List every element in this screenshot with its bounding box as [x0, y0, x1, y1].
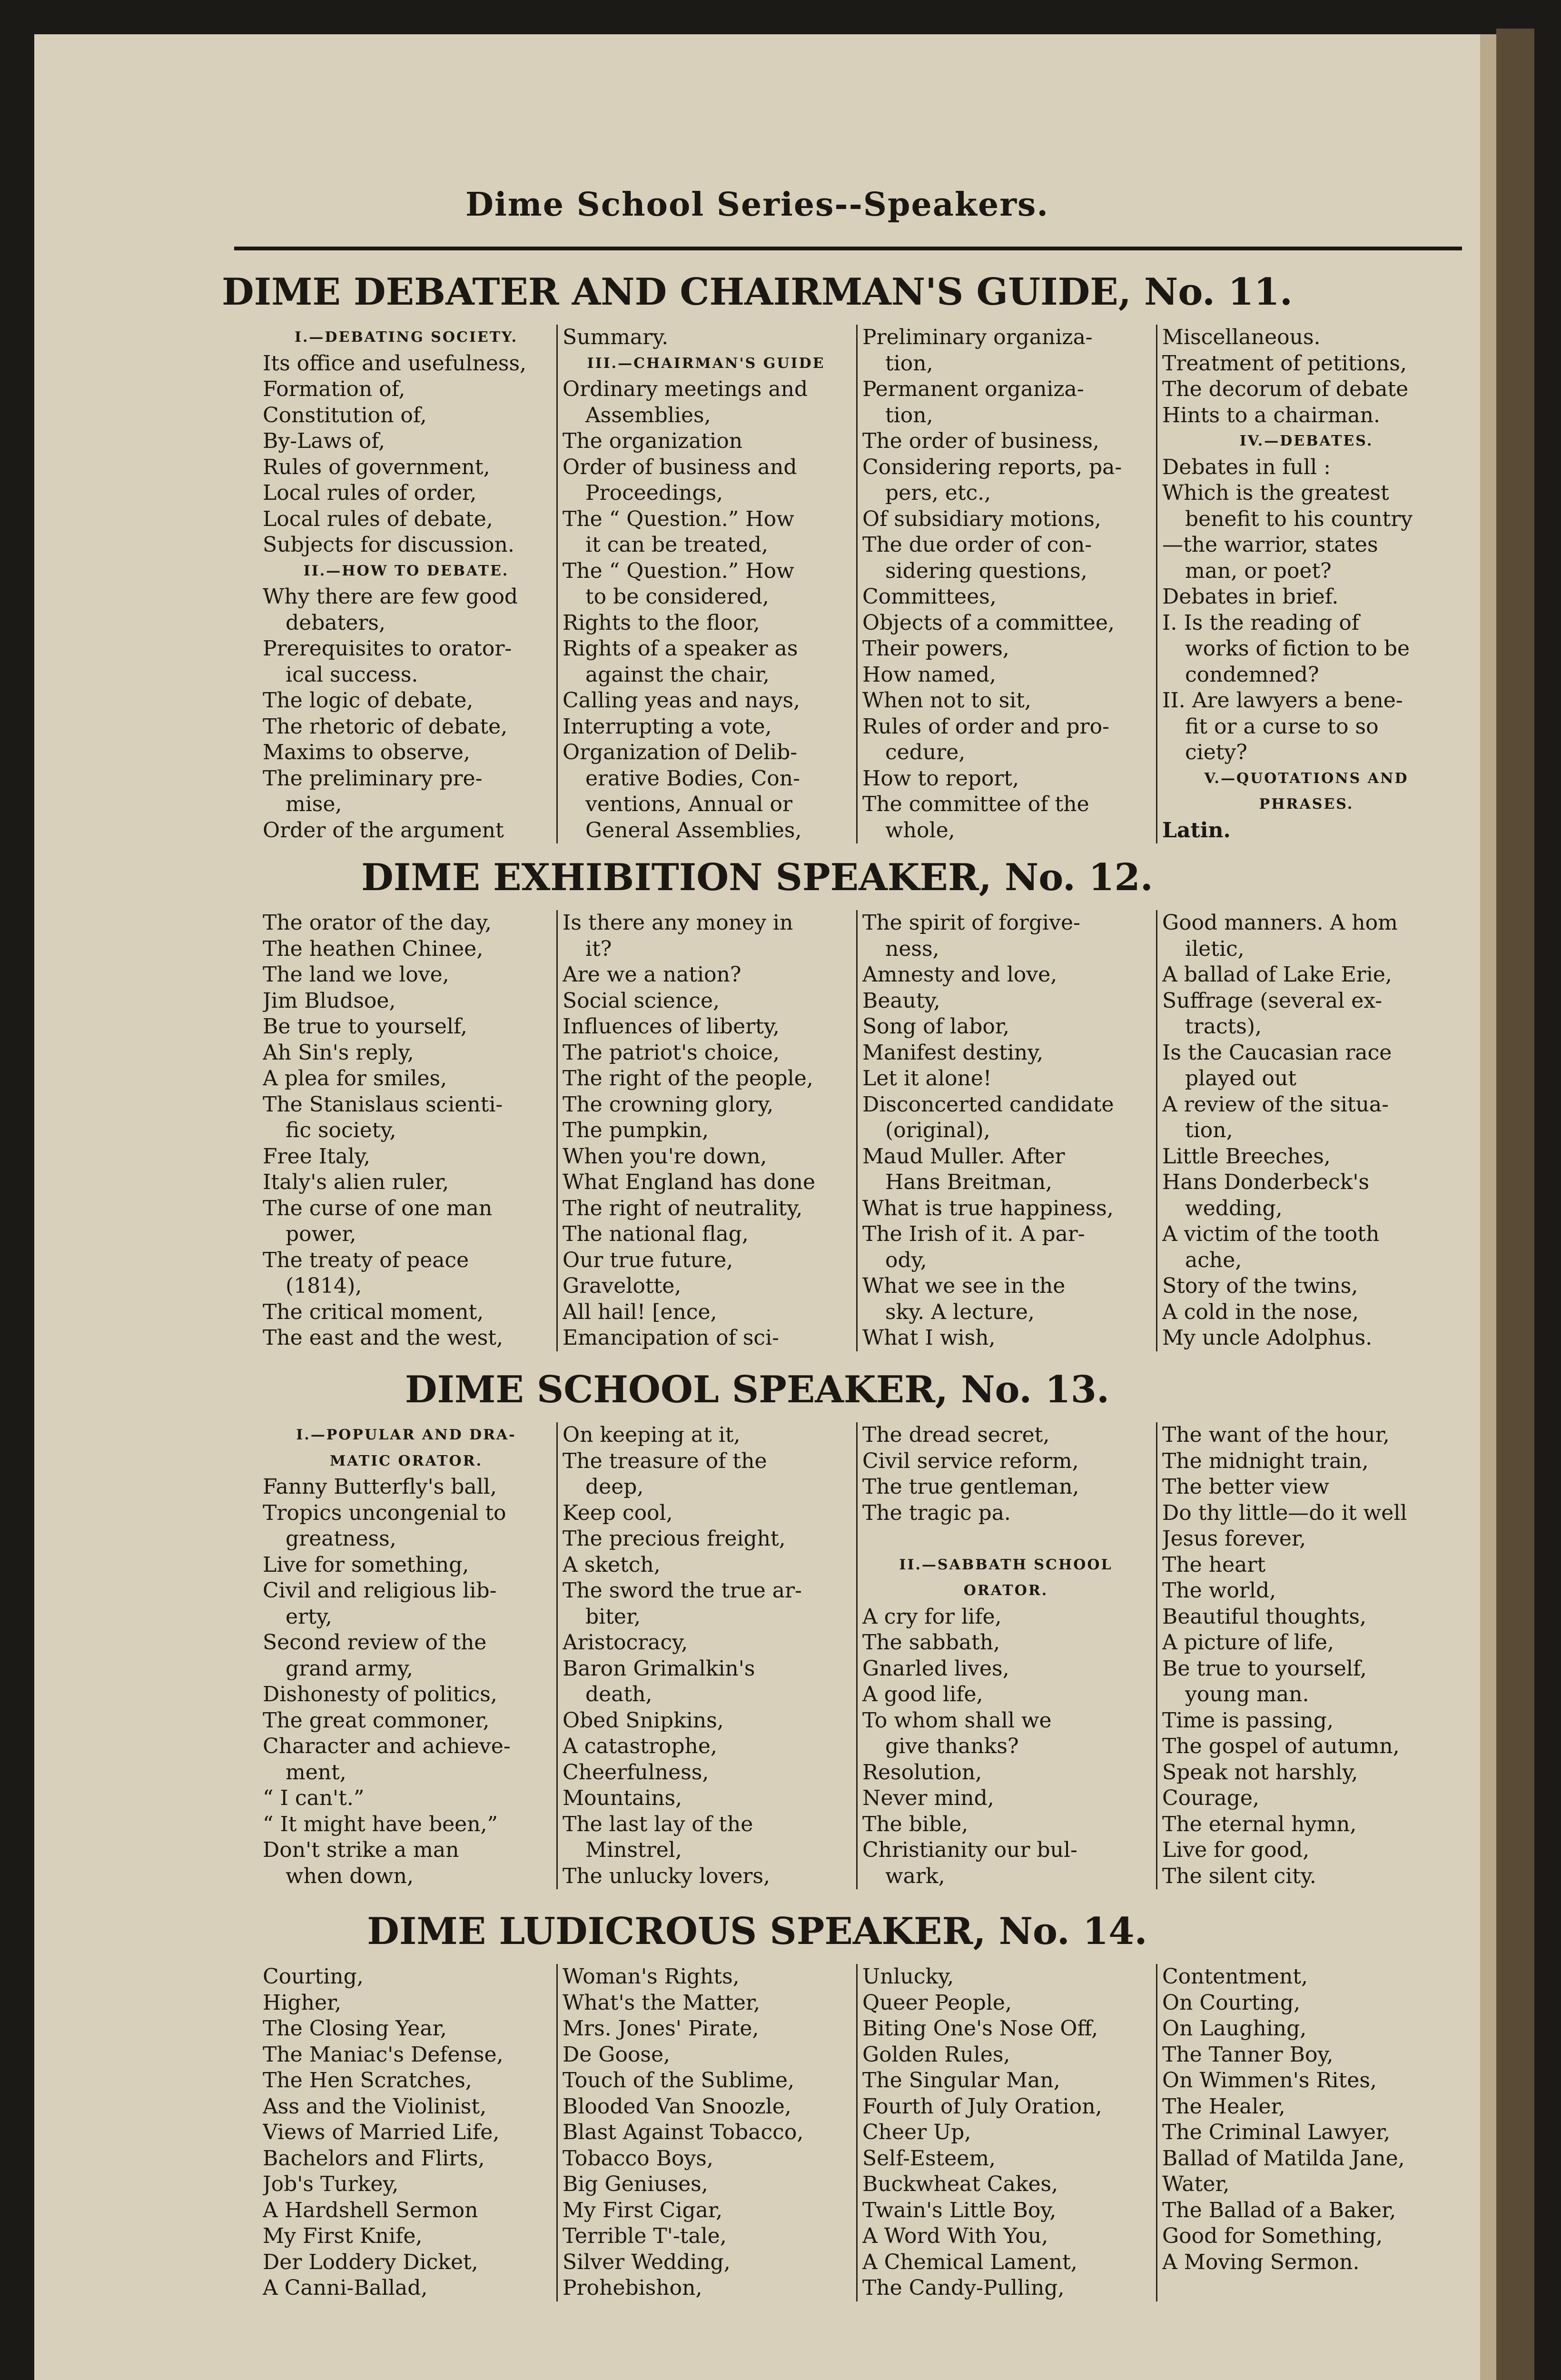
list-item: Civil and religious lib-: [263, 1578, 497, 1603]
list-item: Live for good,: [1162, 1838, 1310, 1862]
list-item: Let it alone!: [862, 1066, 992, 1091]
list-item: The organization: [563, 429, 743, 453]
list-item: Debates in brief.: [1162, 585, 1339, 609]
list-item: Order of the argument: [263, 818, 504, 843]
list-item: What England has done: [563, 1170, 816, 1194]
list-item: Influences of liberty,: [563, 1014, 780, 1039]
subsection-heading: PHRASES.: [1259, 796, 1354, 813]
list-item: The right of the people,: [563, 1066, 813, 1091]
list-item: Terrible T'-tale,: [563, 2224, 727, 2248]
list-item: I. Is the reading of: [1162, 610, 1360, 635]
list-item: The gospel of autumn,: [1162, 1734, 1400, 1758]
list-item: Debates in full :: [1162, 455, 1331, 479]
list-item: ness,: [885, 936, 939, 961]
list-item: The bible,: [862, 1812, 968, 1836]
list-item: Hans Donderbeck's: [1162, 1170, 1370, 1194]
list-item: The Healer,: [1162, 2094, 1285, 2119]
list-item: A Hardshell Sermon: [263, 2198, 478, 2222]
list-item: Cheer Up,: [862, 2120, 971, 2144]
subsection-heading: I.—DEBATING SOCIETY.: [294, 329, 518, 346]
list-item: A Canni-Ballad,: [263, 2276, 428, 2300]
list-item: The due order of con-: [862, 533, 1092, 557]
list-item: power,: [286, 1222, 356, 1246]
column-1: [258, 910, 558, 1351]
document-page: [34, 34, 1496, 2380]
column-2: [558, 325, 858, 843]
list-item: biter,: [585, 1604, 641, 1629]
list-item: Summary.: [563, 325, 669, 349]
list-item: How named,: [862, 662, 996, 687]
list-item: When not to sit,: [862, 688, 1031, 713]
list-item: Hints to a chairman.: [1162, 403, 1381, 427]
list-item: Mountains,: [563, 1786, 682, 1810]
list-item: The silent city.: [1162, 1864, 1316, 1888]
list-item: “ I can't.”: [263, 1786, 365, 1810]
list-item: Courting,: [263, 1964, 364, 1989]
list-item: Rights of a speaker as: [563, 636, 798, 661]
list-item: On keeping at it,: [563, 1423, 741, 1447]
list-item: The logic of debate,: [263, 688, 474, 713]
list-item: Queer People,: [862, 1990, 1012, 2015]
list-item: Ordinary meetings and: [563, 377, 808, 401]
list-item: Civil service reform,: [862, 1448, 1079, 1473]
list-item: Do thy little—do it well: [1162, 1500, 1407, 1525]
list-item: Unlucky,: [862, 1964, 954, 1989]
list-item: The committee of the: [862, 792, 1089, 816]
list-item: Beautiful thoughts,: [1162, 1604, 1366, 1629]
list-item: Golden Rules,: [862, 2042, 1010, 2067]
list-item: Second review of the: [263, 1630, 487, 1655]
list-item: Committees,: [862, 585, 997, 609]
list-item: Italy's alien ruler,: [263, 1170, 449, 1194]
list-item: “ It might have been,”: [263, 1812, 498, 1836]
list-item: Social science,: [563, 988, 720, 1013]
list-item: Ah Sin's reply,: [263, 1040, 414, 1065]
list-item: All hail! [ence,: [563, 1299, 717, 1324]
list-item: The Maniac's Defense,: [263, 2042, 504, 2067]
list-item: General Assemblies,: [585, 818, 802, 843]
section-columns-ludicrous: [258, 1964, 1457, 2301]
list-item: Job's Turkey,: [263, 2172, 399, 2196]
list-item: Christianity our bul-: [862, 1838, 1077, 1862]
list-item: The last lay of the: [563, 1812, 753, 1836]
list-item: The crowning glory,: [563, 1092, 774, 1117]
list-item: A Moving Sermon.: [1162, 2250, 1360, 2274]
list-item: Why there are few good: [263, 585, 518, 609]
list-item: Resolution,: [862, 1760, 982, 1785]
list-item: A cold in the nose,: [1162, 1299, 1359, 1324]
list-item: Gnarled lives,: [862, 1656, 1009, 1681]
list-item: The Candy-Pulling,: [862, 2276, 1065, 2300]
list-item: Minstrel,: [585, 1838, 682, 1862]
list-item: Big Geniuses,: [563, 2172, 708, 2196]
list-item: Bachelors and Flirts,: [263, 2146, 485, 2171]
list-item: The tragic pa.: [862, 1500, 1011, 1525]
list-item: —the warrior, states: [1162, 533, 1378, 557]
list-item: Silver Wedding,: [563, 2250, 731, 2274]
list-item: Jim Bludsoe,: [263, 988, 396, 1013]
list-item: The heart: [1162, 1552, 1266, 1577]
list-item: cedure,: [885, 740, 966, 764]
list-item: Rules of government,: [263, 455, 490, 479]
column-2: [558, 1422, 858, 1889]
list-item: Speak not harshly,: [1162, 1760, 1358, 1785]
list-item: ment,: [286, 1760, 346, 1785]
list-item: By-Laws of,: [263, 429, 385, 453]
column-2: [558, 1964, 858, 2301]
list-item: My First Cigar,: [563, 2198, 723, 2222]
section-title-exhibition: DIME EXHIBITION SPEAKER, No. 12.: [361, 856, 1153, 899]
list-item: Buckwheat Cakes,: [862, 2172, 1058, 2196]
list-item: tion,: [885, 403, 933, 427]
list-item: Story of the twins,: [1162, 1274, 1358, 1298]
list-item: Fourth of July Oration,: [862, 2094, 1102, 2119]
column-1: [258, 1422, 558, 1889]
section-columns-school: [258, 1422, 1457, 1889]
list-item: The sword the true ar-: [563, 1578, 802, 1603]
list-item: My First Knife,: [263, 2224, 423, 2248]
column-2: [558, 910, 858, 1351]
list-item: condemned?: [1185, 662, 1319, 687]
list-item: Time is passing,: [1162, 1708, 1334, 1733]
list-item: The “ Question.” How: [563, 558, 794, 583]
subsection-heading: MATIC ORATOR.: [329, 1452, 483, 1469]
list-item: The Hen Scratches,: [263, 2068, 472, 2092]
list-item: The patriot's choice,: [563, 1040, 780, 1065]
list-item: When you're down,: [563, 1144, 767, 1169]
list-item: Beauty,: [862, 988, 940, 1013]
list-item: tion,: [1185, 1118, 1233, 1142]
list-item: against the chair,: [585, 662, 770, 687]
list-item: fic society,: [286, 1118, 396, 1142]
list-item: The true gentleman,: [862, 1475, 1079, 1499]
list-item: Never mind,: [862, 1786, 994, 1810]
list-item: My uncle Adolphus.: [1162, 1326, 1373, 1350]
list-item: sidering questions,: [885, 558, 1087, 583]
list-item: Of subsidiary motions,: [862, 506, 1101, 531]
list-item: tracts),: [1185, 1014, 1262, 1039]
list-item: Baron Grimalkin's: [563, 1656, 755, 1681]
list-item: mise,: [286, 792, 342, 816]
list-item: The Singular Man,: [862, 2068, 1060, 2092]
list-item: ventions, Annual or: [585, 792, 792, 816]
list-item: erative Bodies, Con-: [585, 766, 800, 791]
list-item: Der Loddery Dicket,: [263, 2250, 478, 2274]
list-item: The dread secret,: [862, 1423, 1050, 1447]
list-item: Organization of Delib-: [563, 740, 798, 764]
list-item: Fanny Butterfly's ball,: [263, 1475, 497, 1499]
subsection-heading: V.—QUOTATIONS AND: [1204, 770, 1409, 787]
list-item: Aristocracy,: [563, 1630, 688, 1655]
list-item: whole,: [885, 818, 955, 843]
list-item: Mrs. Jones' Pirate,: [563, 2016, 759, 2041]
list-item: Good manners. A hom: [1162, 911, 1398, 935]
list-item: greatness,: [286, 1527, 396, 1551]
list-item: Amnesty and love,: [862, 962, 1057, 987]
list-item: Disconcerted candidate: [862, 1092, 1114, 1117]
list-item: Little Breeches,: [1162, 1144, 1331, 1169]
list-item: The heathen Chinee,: [263, 936, 484, 961]
subsection-heading: II.—SABBATH SCHOOL: [899, 1556, 1113, 1573]
list-item: sky. A lecture,: [885, 1299, 1035, 1324]
list-item: Which is the greatest: [1162, 481, 1389, 505]
list-item: A Chemical Lament,: [862, 2250, 1077, 2274]
list-item: fit or a curse to so: [1185, 714, 1379, 739]
list-item: Objects of a committee,: [862, 610, 1115, 635]
list-item: A ballad of Lake Erie,: [1162, 962, 1392, 987]
list-item: wark,: [885, 1864, 945, 1888]
list-item: Proceedings,: [585, 481, 723, 505]
list-item: The national flag,: [563, 1222, 749, 1246]
list-item: Free Italy,: [263, 1144, 370, 1169]
list-item: Local rules of debate,: [263, 506, 493, 531]
list-item: The curse of one man: [263, 1196, 493, 1220]
list-item: Preliminary organiza-: [862, 325, 1093, 349]
list-item: The want of the hour,: [1162, 1423, 1390, 1447]
list-item: Character and achieve-: [263, 1734, 511, 1758]
list-item: Prohebishon,: [563, 2276, 702, 2300]
list-item: Is there any money in: [563, 911, 793, 935]
list-item: Formation of,: [263, 377, 405, 401]
list-item: it can be treated,: [585, 533, 768, 557]
list-item: grand army,: [286, 1656, 413, 1681]
list-item: The rhetoric of debate,: [263, 714, 508, 739]
list-item: Biting One's Nose Off,: [862, 2016, 1098, 2041]
list-item: The precious freight,: [563, 1527, 786, 1551]
list-item: Latin.: [1162, 818, 1231, 843]
list-item: Maud Muller. After: [862, 1144, 1065, 1169]
column-4: [1157, 1422, 1457, 1889]
list-item: A good life,: [862, 1682, 983, 1706]
list-item: Subjects for discussion.: [263, 533, 514, 557]
list-item: Its office and usefulness,: [263, 351, 527, 376]
list-item: [862, 1526, 1149, 1552]
list-item: (1814),: [286, 1274, 362, 1298]
list-item: The east and the west,: [263, 1326, 503, 1350]
list-item: A victim of the tooth: [1162, 1222, 1380, 1246]
list-item: The sabbath,: [862, 1630, 1000, 1655]
list-item: Views of Married Life,: [263, 2120, 500, 2144]
list-item: Miscellaneous.: [1162, 325, 1321, 349]
column-4: [1157, 910, 1457, 1351]
list-item: The Tanner Boy,: [1162, 2042, 1334, 2067]
list-item: Contentment,: [1162, 1964, 1308, 1989]
list-item: Gravelotte,: [563, 1274, 682, 1298]
list-item: To whom shall we: [862, 1708, 1052, 1733]
list-item: The midnight train,: [1162, 1448, 1369, 1473]
list-item: pers, etc.,: [885, 481, 991, 505]
list-item: Woman's Rights,: [563, 1964, 740, 1989]
list-item: Tropics uncongenial to: [263, 1500, 506, 1525]
list-item: Order of business and: [563, 455, 797, 479]
list-item: Blooded Van Snoozle,: [563, 2094, 791, 2119]
list-item: The Closing Year,: [263, 2016, 447, 2041]
list-item: The great commoner,: [263, 1708, 490, 1733]
list-item: Calling yeas and nays,: [563, 688, 800, 713]
list-item: A Word With You,: [862, 2224, 1048, 2248]
list-item: The Criminal Lawyer,: [1162, 2120, 1391, 2144]
subsection-heading: ORATOR.: [963, 1582, 1048, 1599]
list-item: wedding,: [1185, 1196, 1283, 1220]
list-item: Ass and the Violinist,: [263, 2094, 487, 2119]
list-item: iletic,: [1185, 936, 1245, 961]
list-item: The “ Question.” How: [563, 506, 794, 531]
list-item: it?: [585, 936, 612, 961]
section-columns-debater: [258, 325, 1457, 843]
list-item: A catastrophe,: [563, 1734, 717, 1758]
subsection-heading: II.—HOW TO DEBATE.: [303, 562, 509, 579]
list-item: Assemblies,: [585, 403, 711, 427]
list-item: Hans Breitman,: [885, 1170, 1052, 1194]
list-item: debaters,: [286, 610, 385, 635]
list-item: Water,: [1162, 2172, 1230, 2196]
list-item: The treaty of peace: [263, 1248, 469, 1272]
list-item: Self-Esteem,: [862, 2146, 996, 2171]
list-item: Rights to the floor,: [563, 610, 760, 635]
list-item: tion,: [885, 351, 933, 376]
list-item: erty,: [286, 1604, 332, 1629]
column-4: [1157, 1964, 1457, 2301]
column-1: [258, 325, 558, 843]
list-item: The right of neutrality,: [563, 1196, 803, 1220]
list-item: How to report,: [862, 766, 1019, 791]
list-item: The critical moment,: [263, 1299, 484, 1324]
column-4: [1157, 325, 1457, 843]
column-3: [858, 910, 1157, 1351]
list-item: Tobacco Boys,: [563, 2146, 713, 2171]
list-item: Be true to yourself,: [263, 1014, 467, 1039]
list-item: when down,: [286, 1864, 414, 1888]
list-item: Twain's Little Boy,: [862, 2198, 1057, 2222]
list-item: The unlucky lovers,: [563, 1864, 771, 1888]
column-3: [858, 1422, 1157, 1889]
section-title-debater: DIME DEBATER AND CHAIRMAN'S GUIDE, No. 11.: [221, 270, 1293, 314]
list-item: ody,: [885, 1248, 927, 1272]
list-item: Interrupting a vote,: [563, 714, 772, 739]
section-columns-exhibition: [258, 910, 1457, 1351]
list-item: The spirit of forgive-: [862, 911, 1080, 935]
list-item: Live for something,: [263, 1552, 469, 1577]
list-item: Maxims to observe,: [263, 740, 470, 764]
list-item: works of fiction to be: [1185, 636, 1410, 661]
list-item: The order of business,: [862, 429, 1099, 453]
list-item: The preliminary pre-: [263, 766, 483, 791]
list-item: II. Are lawyers a bene-: [1162, 688, 1403, 713]
list-item: The Stanislaus scienti-: [263, 1092, 503, 1117]
list-item: What I wish,: [862, 1326, 996, 1350]
list-item: man, or poet?: [1185, 558, 1332, 583]
list-item: Prerequisites to orator-: [263, 636, 512, 661]
list-item: Rules of order and pro-: [862, 714, 1109, 739]
list-item: Good for Something,: [1162, 2224, 1383, 2248]
list-item: to be considered,: [585, 585, 769, 609]
column-1: [258, 1964, 558, 2301]
list-item: Keep cool,: [563, 1500, 673, 1525]
subsection-heading: III.—CHAIRMAN'S GUIDE: [587, 355, 825, 372]
list-item: A review of the situa-: [1162, 1092, 1389, 1117]
column-3: [858, 325, 1157, 843]
list-item: On Laughing,: [1162, 2016, 1307, 2041]
list-item: A plea for smiles,: [263, 1066, 447, 1091]
list-item: Constitution of,: [263, 403, 427, 427]
list-item: ciety?: [1185, 740, 1247, 764]
list-item: What is true happiness,: [862, 1196, 1114, 1220]
list-item: Emancipation of sci-: [563, 1326, 780, 1350]
list-item: Song of labor,: [862, 1014, 1010, 1039]
list-item: Dishonesty of politics,: [263, 1682, 497, 1706]
list-item: Our true future,: [563, 1248, 733, 1272]
list-item: The pumpkin,: [563, 1118, 709, 1142]
subsection-heading: IV.—DEBATES.: [1239, 433, 1373, 449]
list-item: Manifest destiny,: [862, 1040, 1044, 1065]
list-item: On Wimmen's Rites,: [1162, 2068, 1377, 2092]
section-title-school: DIME SCHOOL SPEAKER, No. 13.: [405, 1368, 1110, 1411]
list-item: What we see in the: [862, 1274, 1066, 1298]
list-item: A cry for life,: [862, 1604, 1002, 1629]
list-item: The better view: [1162, 1475, 1329, 1499]
list-item: deep,: [585, 1475, 644, 1499]
subsection-heading: I.—POPULAR AND DRA-: [296, 1427, 516, 1443]
header-rule: [234, 247, 1462, 250]
list-item: Higher,: [263, 1990, 342, 2015]
list-item: ical success.: [286, 662, 418, 687]
list-item: On Courting,: [1162, 1990, 1301, 2015]
list-item: Blast Against Tobacco,: [563, 2120, 804, 2144]
list-item: Considering reports, pa-: [862, 455, 1122, 479]
list-item: A sketch,: [563, 1552, 661, 1577]
list-item: Treatment of petitions,: [1162, 351, 1407, 376]
list-item: The eternal hymn,: [1162, 1812, 1357, 1836]
list-item: De Goose,: [563, 2042, 671, 2067]
list-item: A picture of life,: [1162, 1630, 1334, 1655]
list-item: The land we love,: [263, 962, 449, 987]
list-item: The orator of the day,: [263, 911, 492, 935]
list-item: Suffrage (several ex-: [1162, 988, 1383, 1013]
list-item: The world,: [1162, 1578, 1276, 1603]
list-item: give thanks?: [885, 1734, 1019, 1758]
list-item: benefit to his country: [1185, 506, 1413, 531]
list-item: Be true to yourself,: [1162, 1656, 1367, 1681]
column-3: [858, 1964, 1157, 2301]
list-item: Ballad of Matilda Jane,: [1162, 2146, 1405, 2171]
list-item: The treasure of the: [563, 1448, 767, 1473]
list-item: The Irish of it. A par-: [862, 1222, 1085, 1246]
list-item: Are we a nation?: [563, 962, 741, 987]
list-item: What's the Matter,: [563, 1990, 761, 2015]
list-item: Courage,: [1162, 1786, 1259, 1810]
list-item: Local rules of order,: [263, 481, 477, 505]
list-item: Jesus forever,: [1162, 1527, 1306, 1551]
list-item: Permanent organiza-: [862, 377, 1084, 401]
page-edge: [1496, 29, 1534, 2380]
list-item: Don't strike a man: [263, 1838, 459, 1862]
list-item: Obed Snipkins,: [563, 1708, 724, 1733]
running-head: Dime School Series--Speakers.: [465, 186, 1049, 224]
list-item: ache,: [1185, 1248, 1242, 1272]
list-item: The Ballad of a Baker,: [1162, 2198, 1396, 2222]
list-item: Touch of the Sublime,: [563, 2068, 795, 2092]
list-item: young man.: [1185, 1682, 1309, 1706]
list-item: The decorum of debate: [1162, 377, 1409, 401]
list-item: Is the Caucasian race: [1162, 1040, 1392, 1065]
list-item: (original),: [885, 1118, 990, 1142]
section-title-ludicrous: DIME LUDICROUS SPEAKER, No. 14.: [367, 1910, 1147, 1953]
list-item: death,: [585, 1682, 652, 1706]
list-item: Cheerfulness,: [563, 1760, 709, 1785]
list-item: Their powers,: [862, 636, 1009, 661]
list-item: played out: [1185, 1066, 1297, 1091]
